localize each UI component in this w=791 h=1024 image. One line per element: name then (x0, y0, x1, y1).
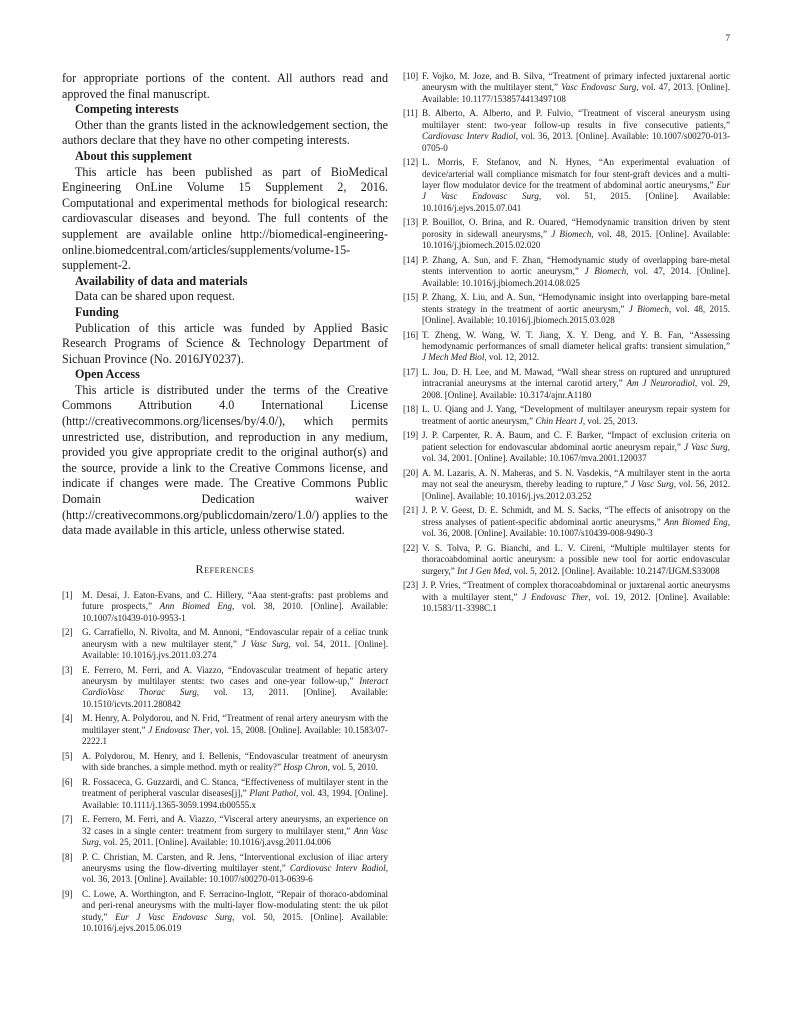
reference-venue: Eur J Vasc Endovasc Surg (422, 180, 730, 202)
reference-venue: J Vasc Surg (683, 441, 728, 452)
left-column (62, 71, 388, 938)
reference-item (403, 108, 730, 154)
reference-details: , vol. 34, 2001. [Online]. Available: 10.1067/mva.2001.120037 (422, 441, 730, 464)
reference-text (422, 580, 730, 613)
section-heading: About this supplement (75, 148, 192, 163)
reference-details: , vol. 36, 2013. [Online]. Available: 10.1007/s00270-013-0639-6 (82, 863, 388, 885)
reference-authors-title: F. Vojko, M. Joze, and B. Silva, “Treatment of primary infected juxtarenal aortic aneurysm with the multilayer stent,” (422, 71, 730, 93)
reference-authors-title: J. P. Carpenter, R. A. Baum, and C. F. Barker, “Impact of exclusion criteria on patient selection for endovascular abdominal aortic aneurysm repair,” (422, 430, 730, 452)
reference-details: , vol. 25, 2013. (582, 415, 638, 426)
section-text: Publication of this article was funded by Applied Basic Research Programs of Science & Technology Department of Sichuan Province (No. 2016JY0237). (62, 320, 388, 366)
reference-item (403, 468, 730, 502)
reference-authors-title: A. Polydorou, M. Henry, and I. Bellenis, “Endovascular treatment of aneurysm with side branches. a simple method. myth or reality?” (82, 750, 388, 773)
reference-item (403, 430, 730, 464)
reference-item (62, 777, 388, 811)
section-open-access (62, 367, 388, 539)
reference-details: , vol. 12, 2012. (484, 352, 540, 363)
reference-number: [8] (62, 851, 73, 862)
reference-venue: Cardiovasc Interv Radiol (422, 131, 516, 142)
section-heading: Funding (75, 304, 119, 319)
reference-number: [18] (403, 404, 419, 415)
reference-details: , vol. 25, 2011. [Online]. Available: 10.1016/j.avsg.2011.04.006 (98, 837, 331, 848)
reference-text (422, 108, 730, 152)
reference-venue: Int J Gen Med (457, 565, 510, 576)
reference-number: [20] (403, 467, 419, 478)
reference-item (62, 814, 388, 848)
reference-number: [16] (403, 329, 419, 340)
reference-item (62, 590, 388, 624)
reference-authors-title: J. P. V. Geest, D. E. Schmidt, and M. S. Sacks, “The effects of anisotropy on the stress analyses of patient-specific abdominal aortic aneurysms,” (422, 505, 730, 527)
reference-details: , vol. 13, 2011. [Online]. Available: 10.1510/icvts.2011.280842 (82, 687, 388, 709)
reference-details: , vol. 15, 2008. [Online]. Available: 10.1583/07-2222.1 (82, 724, 389, 747)
reference-venue: Ann Biomed Eng (159, 601, 233, 612)
reference-details: , vol. 54, 2011. [Online]. Available: 10.1016/j.jvs.2011.03.274 (82, 638, 388, 661)
reference-details: , vol. 50, 2015. [Online]. Available: 10.1016/j.ejvs.2015.06.019 (82, 911, 389, 934)
reference-text (422, 505, 730, 538)
reference-number: [21] (403, 505, 419, 516)
reference-list-left (62, 590, 388, 935)
right-column (403, 71, 730, 618)
reference-number: [9] (62, 889, 73, 900)
reference-details: , vol. 36, 2008. [Online]. Available: 10.1007/s10439-008-9490-3 (422, 516, 731, 539)
reference-item (403, 157, 730, 214)
reference-venue: J Biomech (628, 303, 669, 314)
reference-authors-title: R. Fossaceca, G. Guzzardi, and C. Stanca, “Effectiveness of multilayer stent in the treatment of peripheral vascular diseases[j],” (82, 776, 388, 799)
reference-number: [15] (403, 292, 419, 303)
reference-details: , vol. 38, 2010. [Online]. Available: 10.1007/s10439-010-9953-1 (82, 601, 388, 623)
reference-number: [12] (403, 157, 419, 168)
reference-item (62, 627, 388, 661)
reference-number: [6] (62, 776, 73, 787)
reference-item (62, 852, 388, 886)
reference-details: , vol. 47, 2014. [Online]. Available: 10.1016/j.jbiomech.2014.08.025 (422, 266, 731, 288)
reference-authors-title: J. P. Vries, “Treatment of complex thoracoabdominal or juxtarenal aortic aneurysms with a multilayer stent,” (422, 580, 730, 602)
reference-details: , vol. 56, 2012. [Online]. Available: 10.1016/j.jvs.2012.03.252 (422, 479, 730, 501)
section-text: Data can be shared upon request. (75, 289, 235, 304)
section-text: This article is distributed under the terms of the Creative Commons Attribution 4.0 International License (http://creativecommons.org/licenses/by/4.0/), which permits unrestricted use, distribution, and reproduction in any medium, provided you give appropriate credit to the original author(s) and the source, provide a link to the Creative Commons license, and indicate if changes were made. The Creative Commons Public Domain Dedication waiver (http://creativecommons.org/publicdomain/zero/1.0/) applies to the data made available in this article, unless otherwise stated. (62, 382, 388, 538)
reference-number: [3] (62, 664, 73, 675)
reference-venue: J Vasc Surg (241, 638, 289, 649)
reference-authors-title: T. Zheng, W. Wang, W. T. Jiang, X. Y. Deng, and Y. B. Fan, “Assessing hemodynamic performances of small diameter helical grafts: transient simulation,” (422, 329, 730, 352)
reference-venue: J Vasc Surg (630, 479, 674, 490)
reference-venue: Cardiovasc Interv Radiol (289, 863, 386, 874)
reference-text (82, 777, 388, 810)
reference-number: [2] (62, 627, 73, 638)
reference-venue: Vasc Endovasc Surg (561, 82, 637, 93)
reference-list-right (403, 71, 730, 614)
reference-authors-title: V. S. Tolva, P. G. Bianchi, and L. V. Cireni, “Multiple multilayer stents for thoracoabdominal aortic aneurysm: a possible new tool for aortic endovascular surgery,” (422, 542, 730, 576)
reference-details: , vol. 19, 2012. [Online]. Available: 10.1583/11-3398C.1 (422, 591, 730, 613)
reference-item (403, 543, 730, 577)
reference-details: , vol. 5, 2012. [Online]. Available: 10.2147/IJGM.S33008 (509, 565, 720, 576)
reference-number: [1] (62, 589, 73, 600)
reference-text (422, 404, 730, 425)
reference-authors-title: L. Morris, F. Stefanov, and N. Hynes, “An experimental evaluation of device/arterial wall compliance mismatch for four stent-graft devices and a multi-layer flow modulator device for the treatment of abdominal aortic aneurysms,” (422, 157, 730, 191)
reference-authors-title: B. Alberto, A. Alberto, and P. Fulvio, “Treatment of visceral aneurysm using multilayer stent: two-year follow-up results in five consecutive patients,” (422, 108, 730, 130)
reference-venue: J Mech Med Biol (422, 352, 485, 363)
reference-text (422, 217, 730, 250)
reference-venue: Chin Heart J (535, 415, 583, 426)
reference-details: , vol. 48, 2015. [Online]. Available: 10.1016/j.jbiomech.2015.02.020 (422, 228, 731, 251)
reference-venue: J Biomech (551, 228, 592, 239)
reference-item (403, 404, 730, 427)
reference-details: , vol. 43, 1994. [Online]. Available: 10.1111/j.1365-3059.1994.tb00555.x (82, 788, 388, 810)
reference-item (403, 330, 730, 364)
reference-item (403, 255, 730, 289)
reference-text (422, 468, 730, 501)
reference-details: , vol. 47, 2013. [Online]. Available: 10.1177/1538574413497108 (422, 82, 731, 104)
reference-item (62, 751, 388, 774)
page-number: 7 (725, 33, 730, 43)
reference-details: , vol. 29, 2008. [Online]. Available: 10.3174/ajnr.A1180 (422, 378, 730, 400)
reference-number: [5] (62, 750, 73, 761)
reference-authors-title: G. Carrafiello, N. Rivolta, and M. Annoni, “Endovascular repair of a celiac trunk aneurysm with a new multilayer stent,” (82, 627, 388, 649)
reference-authors-title: E. Ferrero, M. Ferri, and A. Viazzo, “Visceral artery aneurysms, an experience on 32 cases in a single center: treatment from surgery to multilayer stent,” (82, 814, 388, 836)
reference-item (62, 713, 388, 747)
reference-text (82, 713, 388, 746)
reference-number: [13] (403, 217, 419, 228)
reference-venue: Hosp Chron (283, 762, 328, 773)
reference-authors-title: P. C. Christian, M. Carsten, and R. Jens, “Interventional exclusion of iliac artery aneurysms using the flow-diverting multilayer stent,” (82, 851, 388, 874)
reference-number: [23] (403, 580, 419, 591)
reference-text (422, 71, 730, 104)
reference-authors-title: M. Henry, A. Polydorou, and N. Frid, “Treatment of renal artery aneurysm with the multilayer stent,” (82, 713, 388, 735)
section-funding (62, 305, 388, 367)
reference-number: [14] (403, 254, 419, 265)
reference-text (82, 590, 388, 623)
reference-text (82, 852, 388, 885)
section-about-supplement (62, 149, 388, 274)
reference-details: , vol. 51, 2015. [Online]. Available: 10.1016/j.ejvs.2015.07.041 (422, 191, 730, 213)
reference-item (62, 889, 388, 935)
reference-venue: Ann Vasc Surg (82, 825, 388, 848)
section-text: This article has been published as part of BioMedical Engineering OnLine Volume 15 Supplement 2, 2016. Computational and experimental methods for biological research: cardiovascular diseases and beyond. The full contents of the supplement are available online http://biomedical-engineering-online.biomedcentral.com/articles/supplements/volume-15-supplement-2. (62, 164, 388, 273)
reference-authors-title: L. U. Qiang and J. Yang, “Development of multilayer aneurysm repair system for treatment of aortic aneurysm,” (422, 404, 730, 426)
reference-authors-title: C. Lowe, A. Worthington, and F. Serracino-Inglott, “Repair of thoraco-abdominal and peri-renal aneurysms with the multi-layer flow-modulating stent: the uk pilot study,” (82, 889, 388, 922)
reference-text (422, 292, 730, 325)
reference-venue: J Endovasc Ther (522, 591, 589, 602)
reference-item (403, 71, 730, 105)
reference-number: [4] (62, 713, 73, 724)
reference-item (403, 505, 730, 539)
reference-venue: J Endovasc Ther (148, 724, 211, 735)
section-availability (62, 274, 388, 305)
reference-text (422, 255, 730, 288)
reference-text (422, 157, 730, 213)
section-text: Other than the grants listed in the acknowledgement section, the authors declare that they have no other competing interests. (62, 117, 388, 148)
reference-text (422, 430, 730, 463)
intro-paragraph: for appropriate portions of the content. All authors read and approved the final manuscript. (62, 71, 388, 101)
reference-authors-title: P. Zhang, A. Sun, and F. Zhan, “Hemodynamic study of overlapping bare-metal stents intervention to aortic aneurysm,” (422, 254, 730, 277)
reference-venue: Plant Pathol (249, 788, 297, 799)
section-heading: Competing interests (75, 102, 179, 117)
reference-number: [22] (403, 542, 419, 553)
reference-number: [11] (403, 108, 418, 119)
reference-venue: Am J Neuroradiol (626, 378, 695, 389)
reference-authors-title: P. Zhang, X. Liu, and A. Sun, “Hemodynamic insight into overlapping bare-metal stents strategy in the treatment of aortic aneurysm,” (422, 292, 730, 314)
reference-text (82, 665, 388, 709)
reference-text (82, 814, 388, 847)
reference-venue: J Biomech (584, 266, 627, 277)
reference-text (82, 889, 388, 933)
reference-number: [19] (403, 430, 419, 441)
section-competing-interests (62, 102, 388, 149)
reference-details: , vol. 36, 2013. [Online]. Available: 10.1007/s00270-013-0705-0 (422, 131, 731, 153)
reference-details: , vol. 5, 2010. (327, 762, 378, 773)
reference-venue: Ann Biomed Eng (664, 516, 728, 527)
section-heading: Open Access (75, 367, 140, 382)
reference-item (403, 292, 730, 326)
reference-item (403, 580, 730, 614)
reference-text (82, 751, 388, 772)
reference-text (422, 367, 730, 400)
reference-item (403, 217, 730, 251)
reference-number: [7] (62, 814, 73, 825)
reference-item (62, 665, 388, 711)
reference-venue: Interact CardioVasc Thorac Surg (82, 676, 388, 698)
reference-authors-title: E. Ferrero, M. Ferri, and A. Viazzo, “Endovascular treatment of hepatic artery aneurysm by multilayer stents: two cases and one-year follow-up,” (82, 664, 388, 687)
reference-text (422, 330, 730, 363)
reference-authors-title: M. Desai, J. Eaton-Evans, and C. Hillery, “Aaa stent-grafts: past problems and future prospects,” (82, 589, 388, 612)
reference-details: , vol. 48, 2015. [Online]. Available: 10.1016/j.jbiomech.2015.03.028 (422, 303, 730, 326)
section-heading: Availability of data and materials (75, 273, 248, 288)
reference-authors-title: L. Jou, D. H. Lee, and M. Mawad, “Wall shear stress on ruptured and unruptured intracranial aneurysms at the internal carotid artery,” (422, 367, 730, 389)
reference-text (82, 627, 388, 660)
reference-venue: Eur J Vasc Endovasc Surg (115, 911, 233, 922)
references-title: References (195, 561, 255, 576)
reference-authors-title: A. M. Lazaris, A. N. Maheras, and S. N. Vasdekis, “A multilayer stent in the aorta may not seal the aneurysm, thereby leading to rupture,” (422, 467, 730, 490)
reference-number: [17] (403, 367, 419, 378)
reference-number: [10] (403, 71, 419, 81)
reference-text (422, 543, 730, 576)
reference-authors-title: P. Bouillot, O. Brina, and R. Ouared, “Hemodynamic transition driven by stent porosity in sidewall aneurysms,” (422, 217, 730, 239)
reference-item (403, 367, 730, 401)
